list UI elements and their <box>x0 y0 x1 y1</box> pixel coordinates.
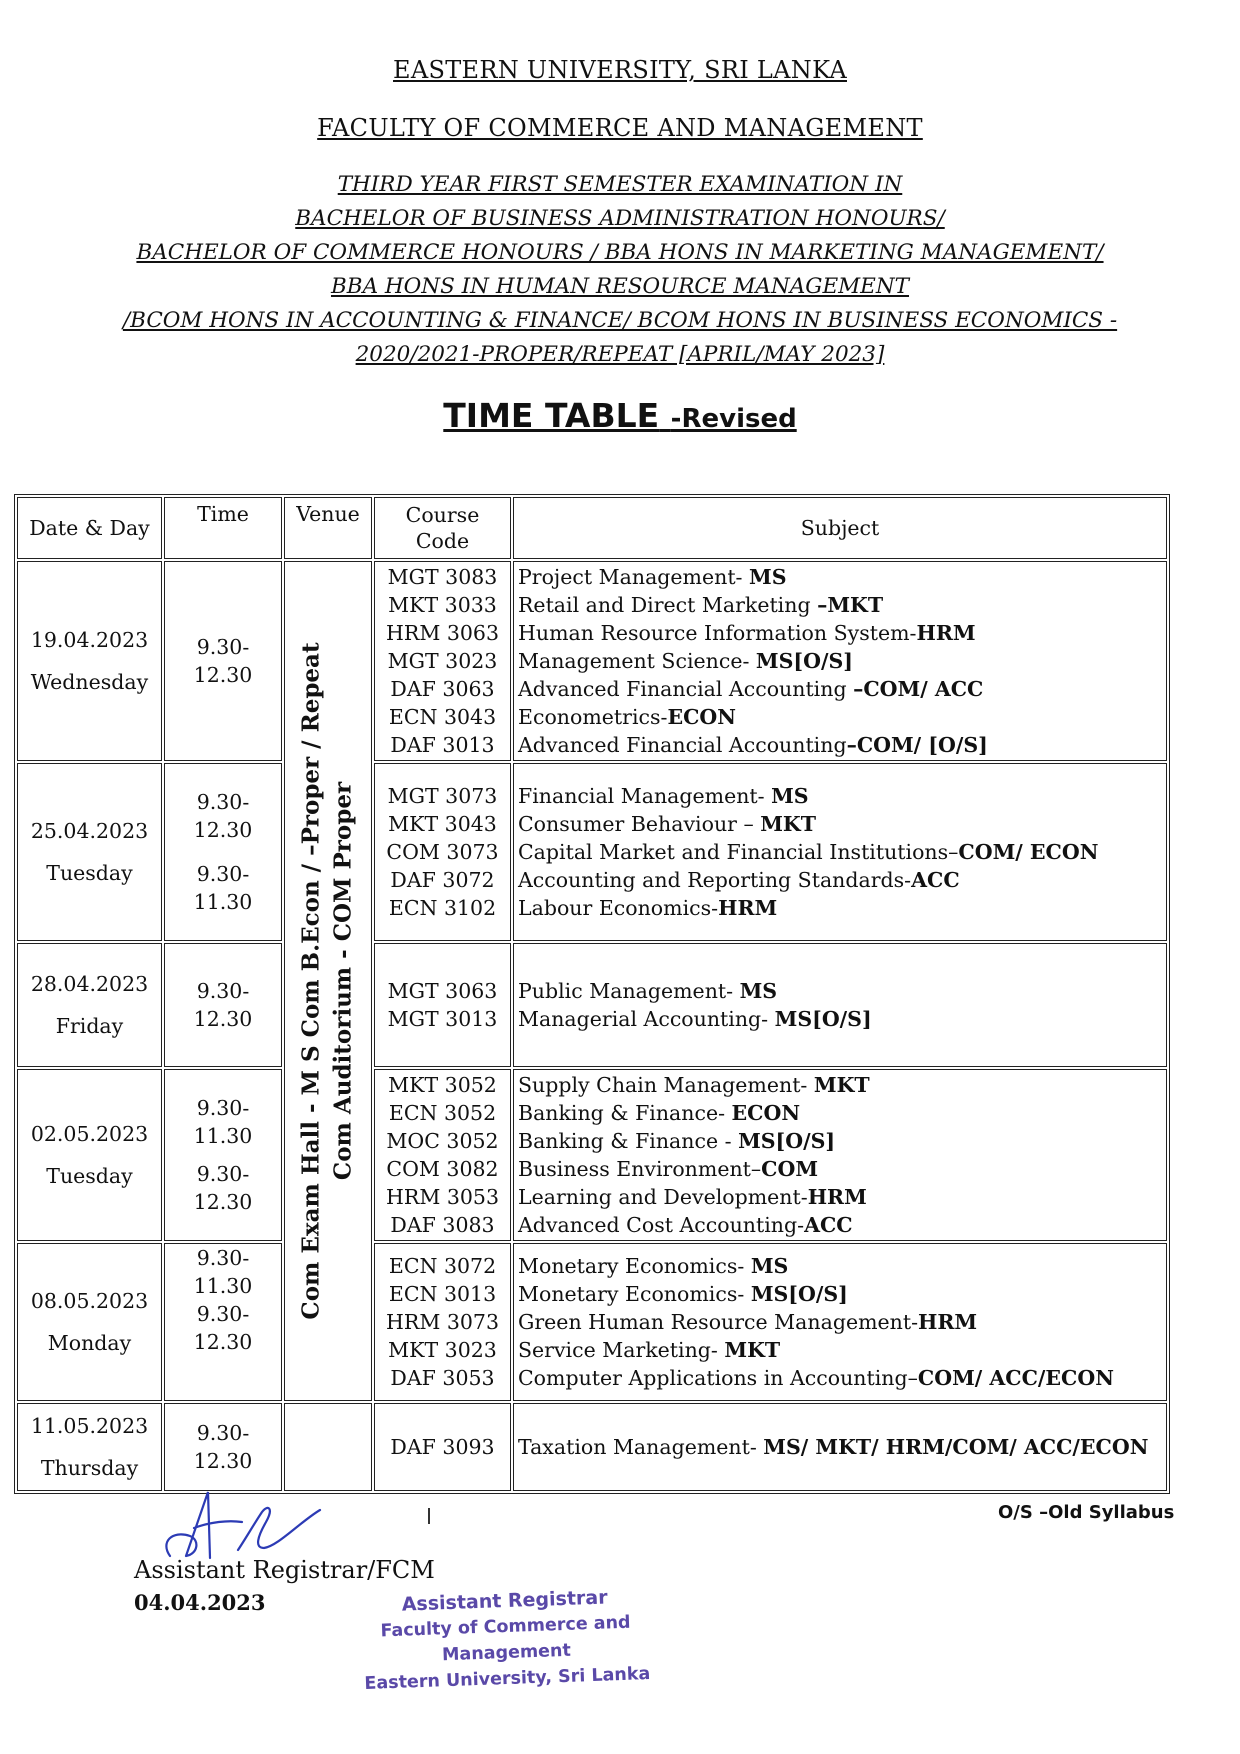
course-code: MGT 3083 <box>387 565 498 589</box>
subject-name: Banking & Finance - <box>518 1129 739 1153</box>
date-day-cell <box>17 1069 162 1241</box>
time-cell <box>164 1069 282 1241</box>
subject-name: Managerial Accounting- <box>518 1007 775 1031</box>
course-code: ECN 3013 <box>388 1282 497 1306</box>
subject-name: Human Resource Information System- <box>518 621 917 645</box>
subject-line <box>518 838 1162 866</box>
course-code: ECN 3102 <box>388 896 497 920</box>
subject-name: Banking & Finance- <box>518 1101 732 1125</box>
subject-line <box>518 810 1162 838</box>
course-code: DAF 3063 <box>390 677 495 701</box>
column-header-course-code: Course Code <box>374 497 511 559</box>
exam-time: 9.30-12.30 <box>193 1421 253 1473</box>
subject-stream: MKT <box>813 1073 870 1097</box>
subject-stream: MS[O/S] <box>750 1282 848 1306</box>
subject-line <box>518 619 1162 647</box>
registrar-stamp <box>324 1582 687 1699</box>
subject-line <box>518 1005 1162 1033</box>
subject-line <box>518 1433 1162 1461</box>
subject-name: Management Science- <box>518 649 756 673</box>
exam-time: 9.30-12.30 <box>193 1162 253 1214</box>
exam-time: 9.30-12.30 <box>193 635 253 687</box>
course-code: MGT 3023 <box>387 649 498 673</box>
subject-stream: MKT <box>724 1338 781 1362</box>
exam-date: 08.05.2023 <box>30 1289 149 1313</box>
subject-stream: ACC <box>804 1213 853 1237</box>
table-row <box>17 763 1167 941</box>
exam-time: 9.30-11.30 <box>193 862 253 914</box>
program-line: BACHELOR OF COMMERCE HONOURS / BBA HONS IN MARKETING MANAGEMENT/ <box>136 240 1104 265</box>
venue-cell-empty <box>284 1403 372 1491</box>
course-code: MOC 3052 <box>386 1129 499 1153</box>
course-code: MKT 3043 <box>388 812 497 836</box>
course-code: DAF 3013 <box>390 733 495 757</box>
subject-name: Retail and Direct Marketing <box>518 593 818 617</box>
subject-name: Monetary Economics- <box>518 1282 751 1306</box>
exam-day: Monday <box>47 1331 132 1355</box>
course-code: COM 3082 <box>386 1157 499 1181</box>
table-row <box>17 1403 1167 1491</box>
subject-line <box>518 1211 1162 1239</box>
subject-line <box>518 1183 1162 1211</box>
exam-time: 9.30-11.30 <box>193 1246 253 1298</box>
subject-line <box>518 1336 1162 1364</box>
course-code: MKT 3023 <box>388 1338 497 1362</box>
program-line: BACHELOR OF BUSINESS ADMINISTRATION HONOURS/ <box>295 206 945 231</box>
subject-stream: ECON <box>667 705 736 729</box>
subject-cell <box>513 943 1167 1067</box>
subject-stream: ACC <box>911 868 960 892</box>
exam-date: 02.05.2023 <box>30 1122 149 1146</box>
exam-time: 9.30-12.30 <box>193 979 253 1031</box>
course-code: ECN 3072 <box>388 1254 497 1278</box>
stamp-line: Assistant Registrar <box>401 1586 608 1616</box>
subject-name: Public Management- <box>518 979 740 1003</box>
time-cell <box>164 763 282 941</box>
subject-name: Taxation Management- <box>518 1435 764 1459</box>
program-line: 2020/2021-PROPER/REPEAT [APRIL/MAY 2023] <box>355 342 885 367</box>
table-row <box>17 561 1167 761</box>
subject-line <box>518 1308 1162 1336</box>
legend-old-syllabus: O/S –Old Syllabus <box>998 1502 1175 1523</box>
subject-line <box>518 1071 1162 1099</box>
subject-line <box>518 703 1162 731</box>
course-code-cell <box>374 1403 511 1491</box>
signed-date: 04.04.2023 <box>134 1590 266 1615</box>
subject-stream: –COM/ [O/S] <box>846 733 988 757</box>
subject-stream: –MKT <box>817 593 884 617</box>
subject-line <box>518 1280 1162 1308</box>
faculty-name: FACULTY OF COMMERCE AND MANAGEMENT <box>317 114 923 142</box>
date-day-cell <box>17 763 162 941</box>
table-row <box>17 943 1167 1067</box>
subject-stream: COM/ ACC/ECON <box>917 1366 1114 1390</box>
course-code: DAF 3053 <box>390 1366 495 1390</box>
stamp-line: Eastern University, Sri Lanka <box>364 1663 651 1694</box>
subject-name: Advanced Financial Accounting <box>518 733 847 757</box>
university-name: EASTERN UNIVERSITY, SRI LANKA <box>393 56 847 84</box>
subject-name: Econometrics- <box>518 705 668 729</box>
course-code: MGT 3013 <box>387 1007 498 1031</box>
subject-name: Labour Economics- <box>518 896 719 920</box>
subject-stream: MS/ MKT/ HRM/COM/ ACC/ECON <box>763 1435 1149 1459</box>
subject-line <box>518 563 1162 591</box>
subject-name: Green Human Resource Management- <box>518 1310 919 1334</box>
stray-mark <box>428 1508 430 1524</box>
column-header-date: Date & Day <box>17 497 162 559</box>
subject-cell <box>513 763 1167 941</box>
subject-cell <box>513 561 1167 761</box>
title-main: TIME TABLE <box>443 396 660 435</box>
subject-line <box>518 894 1162 922</box>
subject-line <box>518 1099 1162 1127</box>
subject-line <box>518 977 1162 1005</box>
timetable <box>14 494 1170 1494</box>
exam-time: 9.30-12.30 <box>193 790 253 842</box>
subject-name: Consumer Behaviour – <box>518 812 761 836</box>
subject-stream: HRM <box>807 1185 867 1209</box>
date-day-cell <box>17 561 162 761</box>
subject-stream: ECON <box>731 1101 801 1125</box>
exam-date: 25.04.2023 <box>30 819 149 843</box>
course-code-cell <box>374 943 511 1067</box>
column-header-venue: Venue <box>284 497 372 559</box>
subject-name: Capital Market and Financial Institutions– <box>518 840 959 864</box>
subject-line <box>518 1127 1162 1155</box>
date-day-cell <box>17 1243 162 1401</box>
venue-line-auditorium: Com Auditorium - COM Proper <box>330 781 357 1181</box>
column-header-subject: Subject <box>513 497 1167 559</box>
table-header-row <box>17 497 1167 559</box>
exam-day: Friday <box>55 1014 124 1038</box>
column-header-time: Time <box>164 497 282 559</box>
subject-line <box>518 782 1162 810</box>
program-line: THIRD YEAR FIRST SEMESTER EXAMINATION IN <box>337 172 903 197</box>
exam-day: Wednesday <box>30 670 149 694</box>
course-code-cell <box>374 561 511 761</box>
subject-stream: MS <box>771 784 809 808</box>
course-code: DAF 3083 <box>390 1213 495 1237</box>
course-code-cell <box>374 763 511 941</box>
subject-name: Computer Applications in Accounting– <box>518 1366 918 1390</box>
stamp-line: Faculty of Commerce and Management <box>380 1612 631 1666</box>
subject-stream: MS <box>739 979 778 1003</box>
subject-stream: MS[O/S] <box>774 1007 872 1031</box>
subject-name: Business Environment– <box>518 1157 762 1181</box>
subject-cell <box>513 1403 1167 1491</box>
table-row <box>17 1069 1167 1241</box>
subject-stream: HRM <box>918 1310 978 1334</box>
course-code: ECN 3043 <box>388 705 497 729</box>
course-code: HRM 3073 <box>386 1310 499 1334</box>
course-code: DAF 3072 <box>390 868 495 892</box>
course-code: MGT 3073 <box>387 784 498 808</box>
program-line: /BCOM HONS IN ACCOUNTING & FINANCE/ BCOM HONS IN BUSINESS ECONOMICS - <box>122 308 1118 333</box>
exam-day: Tuesday <box>46 1164 133 1188</box>
subject-name: Supply Chain Management- <box>518 1073 814 1097</box>
date-day-cell <box>17 943 162 1067</box>
subject-stream: MS[O/S] <box>738 1129 836 1153</box>
course-code: DAF 3093 <box>390 1435 495 1459</box>
subject-line <box>518 1364 1162 1392</box>
subject-stream: –COM/ ACC <box>853 677 984 701</box>
subject-line <box>518 647 1162 675</box>
time-cell <box>164 561 282 761</box>
course-code: HRM 3063 <box>386 621 499 645</box>
subject-line <box>518 591 1162 619</box>
timetable-title <box>0 396 1240 435</box>
subject-stream: MS <box>749 565 787 589</box>
subject-name: Advanced Cost Accounting- <box>518 1213 805 1237</box>
subject-name: Service Marketing- <box>518 1338 725 1362</box>
program-description <box>0 168 1240 372</box>
exam-date: 28.04.2023 <box>30 972 149 996</box>
course-code: MKT 3033 <box>388 593 497 617</box>
subject-name: Monetary Economics- <box>518 1254 751 1278</box>
signatory-title: Assistant Registrar/FCM <box>134 1556 435 1584</box>
course-code: ECN 3052 <box>388 1101 497 1125</box>
subject-stream: MS <box>750 1254 789 1278</box>
program-line: BBA HONS IN HUMAN RESOURCE MANAGEMENT <box>330 274 910 299</box>
subject-name: Learning and Development- <box>518 1185 808 1209</box>
venue-line-exam-hall: Com Exam Hall - M S Com B.Econ / –Proper / Repeat <box>298 642 325 1320</box>
subject-name: Project Management- <box>518 565 750 589</box>
title-suffix: -Revised <box>670 404 797 434</box>
subject-line <box>518 1252 1162 1280</box>
subject-stream: HRM <box>718 896 778 920</box>
subject-stream: COM/ ECON <box>958 840 1099 864</box>
subject-stream: MKT <box>760 812 816 836</box>
exam-day: Tuesday <box>46 861 133 885</box>
exam-time: 9.30-11.30 <box>193 1096 253 1148</box>
time-cell <box>164 1403 282 1491</box>
subject-stream: COM <box>761 1157 819 1181</box>
course-code-cell <box>374 1069 511 1241</box>
exam-time: 9.30-12.30 <box>193 1302 253 1354</box>
time-cell <box>164 1243 282 1401</box>
subject-line <box>518 1155 1162 1183</box>
subject-stream: HRM <box>916 621 976 645</box>
exam-day: Thursday <box>40 1456 139 1480</box>
venue-cell <box>284 561 372 1401</box>
exam-date: 19.04.2023 <box>30 628 149 652</box>
course-code: HRM 3053 <box>386 1185 499 1209</box>
course-code: COM 3073 <box>386 840 499 864</box>
subject-name: Accounting and Reporting Standards- <box>518 868 912 892</box>
course-code: MKT 3052 <box>388 1073 497 1097</box>
subject-stream: MS[O/S] <box>755 649 853 673</box>
subject-cell <box>513 1243 1167 1401</box>
subject-line <box>518 731 1162 759</box>
subject-line <box>518 866 1162 894</box>
course-code: MGT 3063 <box>387 979 498 1003</box>
subject-line <box>518 675 1162 703</box>
subject-cell <box>513 1069 1167 1241</box>
table-row <box>17 1243 1167 1401</box>
date-day-cell <box>17 1403 162 1491</box>
time-cell <box>164 943 282 1067</box>
subject-name: Advanced Financial Accounting <box>518 677 854 701</box>
subject-name: Financial Management- <box>518 784 772 808</box>
course-code-cell <box>374 1243 511 1401</box>
exam-date: 11.05.2023 <box>30 1414 149 1438</box>
